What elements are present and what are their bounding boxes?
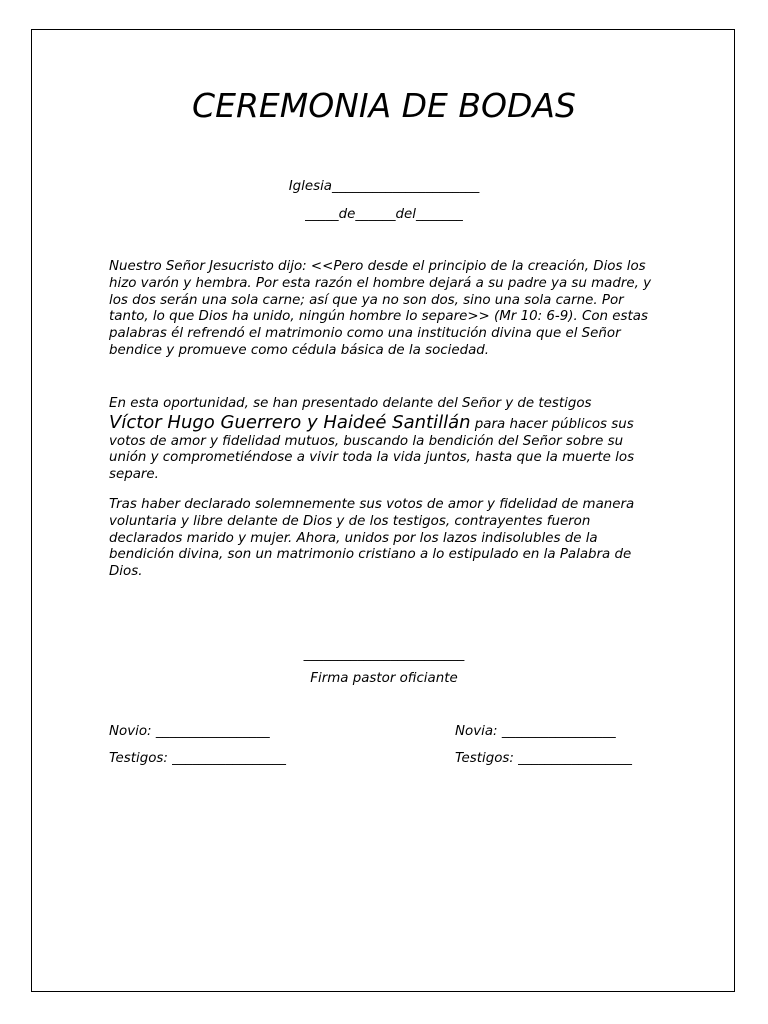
witnesses-left-line: Testigos: _________________ [109, 751, 286, 766]
bride-signature-line: Novia: _________________ [455, 724, 616, 739]
church-line: Iglesia______________________ [288, 179, 480, 194]
groom-signature-line: Novio: _________________ [109, 724, 270, 739]
document-title: CEREMONIA DE BODAS [192, 86, 576, 125]
paragraph-presentation-intro: En esta oportunidad, se han presentado delante del Señor y de testigos [109, 396, 592, 411]
pastor-signature-label: Firma pastor oficiante [310, 671, 458, 686]
witnesses-right-line: Testigos: _________________ [455, 751, 632, 766]
pastor-signature-line: ________________________ [303, 647, 465, 662]
paragraph-presentation [109, 396, 659, 484]
paragraph-scripture: Nuestro Señor Jesucristo dijo: <<Pero desde el principio de la creación, Dios los hizo varón y hembra. Por esta razón el hombre dejará a su padre ya su madre, y los dos serán una sola carne; así que ya no son dos, sino una sola carne. Por tanto, lo que Dios ha unido, ningún hombre lo separe>> (Mr 10: 6-9). Con estas palabras él refrendó el matrimonio como una institución divina que el Señor bendice y promueve como cédula básica de la sociedad. [109, 259, 652, 358]
paragraph-declaration: Tras haber declarado solemnemente sus votos de amor y fidelidad de manera voluntaria y libre delante de Dios y de los testigos, contrayentes fueron declarados marido y mujer. Ahora, unidos por los lazos indisolubles de la bendición divina, son un matrimonio cristiano a lo estipulado en la Palabra de Dios. [109, 497, 635, 580]
couple-names: Víctor Hugo Guerrero y Haideé Santillán [109, 411, 471, 433]
paragraph-presentation-rest: para hacer públicos sus votos de amor y fidelidad mutuos, buscando la bendición del Señor sobre su unión y comprometiéndose a vivir toda la vida juntos, hasta que la muerte los separe. [109, 416, 635, 483]
date-line: _____de______del_______ [305, 207, 463, 222]
